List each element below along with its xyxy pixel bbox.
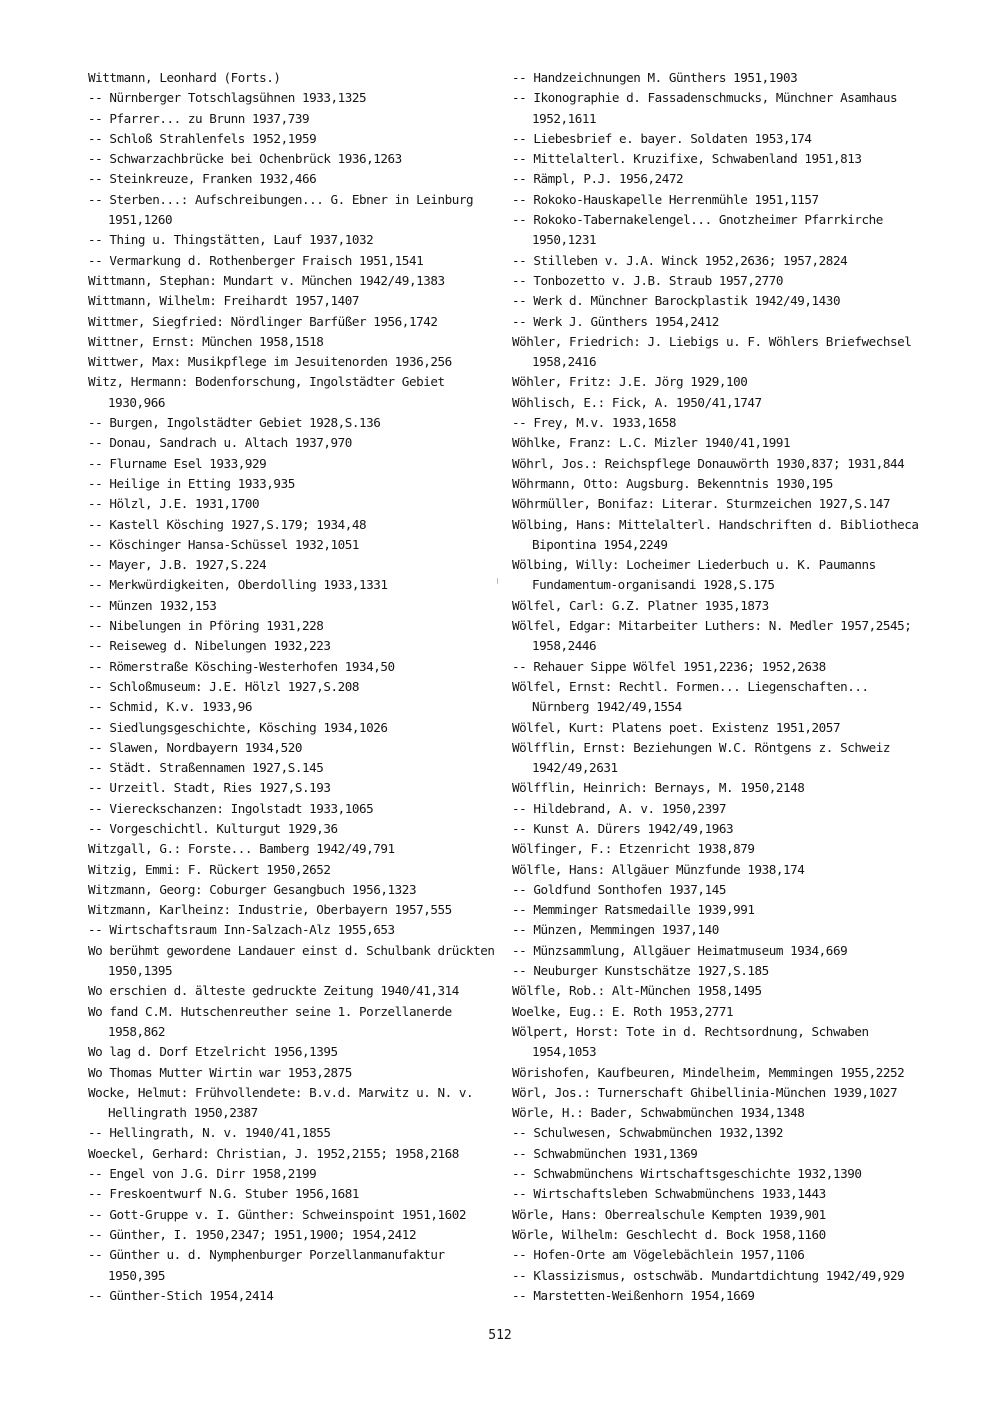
index-entry: Wöhrmüller, Bonifaz: Literar. Sturmzeichen 1927,S.147 bbox=[512, 496, 891, 512]
index-entry: -- Sterben...: Aufschreibungen... G. Ebner in Leinburg 1951,1260 bbox=[88, 191, 474, 228]
index-entry: -- Günther, I. 1950,2347; 1951,1900; 1954,2412 bbox=[88, 1226, 417, 1242]
index-entry: Witz, Hermann: Bodenforschung, Ingolstädter Gebiet 1930,966 bbox=[88, 374, 445, 410]
index-entry: -- Freskoentwurf N.G. Stuber 1956,1681 bbox=[88, 1186, 360, 1202]
index-entry: Wo berühmt gewordene Landauer einst d. Schulbank drückten 1950,1395 bbox=[88, 942, 495, 979]
index-entry: -- Münzen 1932,153 bbox=[88, 597, 217, 613]
index-entry: -- Römerstraße Kösching-Westerhofen 1934,50 bbox=[88, 658, 395, 674]
index-entry: Wölpert, Horst: Tote in d. Rechtsordnung, Schwaben 1954,1053 bbox=[512, 1023, 869, 1060]
index-entry: -- Slawen, Nordbayern 1934,520 bbox=[88, 739, 302, 755]
index-entry: -- Münzsammlung, Allgäuer Heimatmuseum 1934,669 bbox=[512, 942, 848, 958]
index-entry: Wöhlisch, E.: Fick, A. 1950/41,1747 bbox=[512, 394, 762, 410]
index-entry: Wörl, Jos.: Turnerschaft Ghibellinia-München 1939,1027 bbox=[512, 1084, 898, 1100]
index-entry: Wölfflin, Ernst: Beziehungen W.C. Röntgens z. Schweiz 1942/49,2631 bbox=[512, 739, 891, 776]
index-entry: Wöhrl, Jos.: Reichspflege Donauwörth 1930,837; 1931,844 bbox=[512, 455, 905, 471]
index-entry: -- Werk J. Günthers 1954,2412 bbox=[512, 313, 719, 329]
index-entry: -- Schmid, K.v. 1933,96 bbox=[88, 699, 253, 715]
index-entry: -- Hölzl, J.E. 1931,1700 bbox=[88, 496, 260, 512]
index-entry: Wölfel, Ernst: Rechtl. Formen... Liegenschaften... Nürnberg 1942/49,1554 bbox=[512, 678, 869, 715]
index-entry: Wörle, H.: Bader, Schwabmünchen 1934,1348 bbox=[512, 1105, 805, 1121]
index-entry: -- Neuburger Kunstschätze 1927,S.185 bbox=[512, 963, 769, 979]
index-entry: -- Klassizismus, ostschwäb. Mundartdichtung 1942/49,929 bbox=[512, 1267, 905, 1283]
index-entry: -- Goldfund Sonthofen 1937,145 bbox=[512, 881, 726, 897]
index-entry: -- Handzeichnungen M. Günthers 1951,1903 bbox=[512, 70, 798, 85]
index-entry: -- Köschinger Hansa-Schüssel 1932,1051 bbox=[88, 536, 360, 552]
index-entry: Witzmann, Georg: Coburger Gesangbuch 1956,1323 bbox=[88, 881, 417, 897]
index-entry: -- Wirtschaftsleben Schwabmünchens 1933,1443 bbox=[512, 1186, 826, 1202]
index-entry: -- Kastell Kösching 1927,S.179; 1934,48 bbox=[88, 516, 367, 532]
index-entry: -- Schwabmünchen 1931,1369 bbox=[512, 1145, 698, 1161]
index-entry: Wölfel, Kurt: Platens poet. Existenz 1951,2057 bbox=[512, 719, 841, 735]
index-entry: -- Schloßmuseum: J.E. Hölzl 1927,S.208 bbox=[88, 678, 360, 694]
index-entry: -- Steinkreuze, Franken 1932,466 bbox=[88, 171, 317, 187]
index-entry: Wölfle, Hans: Allgäuer Münzfunde 1938,174 bbox=[512, 861, 805, 877]
index-entry: Wölfflin, Heinrich: Bernays, M. 1950,2148 bbox=[512, 780, 805, 796]
index-entry: -- Schwabmünchens Wirtschaftsgeschichte 1932,1390 bbox=[512, 1166, 862, 1182]
index-entry: -- Stilleben v. J.A. Winck 1952,2636; 1957,2824 bbox=[512, 252, 848, 268]
index-entry: Wörle, Wilhelm: Geschlecht d. Bock 1958,1160 bbox=[512, 1226, 826, 1242]
index-entry: -- Rehauer Sippe Wölfel 1951,2236; 1952,2638 bbox=[512, 658, 826, 674]
index-entry: -- Reiseweg d. Nibelungen 1932,223 bbox=[88, 638, 331, 654]
index-entry: -- Vorgeschichtl. Kulturgut 1929,36 bbox=[88, 820, 338, 836]
index-entry: -- Günther-Stich 1954,2414 bbox=[88, 1287, 274, 1303]
index-entry: -- Wirtschaftsraum Inn-Salzach-Alz 1955,653 bbox=[88, 922, 395, 938]
index-entry: Woelke, Eug.: E. Roth 1953,2771 bbox=[512, 1003, 734, 1019]
index-entry: -- Thing u. Thingstätten, Lauf 1937,1032 bbox=[88, 232, 374, 248]
index-entry: -- Engel von J.G. Dirr 1958,2199 bbox=[88, 1166, 317, 1182]
index-entry: -- Merkwürdigkeiten, Oberdolling 1933,1331 bbox=[88, 577, 388, 593]
index-entry: -- Viereckschanzen: Ingolstadt 1933,1065 bbox=[88, 800, 374, 816]
index-entry: -- Hildebrand, A. v. 1950,2397 bbox=[512, 800, 726, 816]
index-entry: -- Vermarkung d. Rothenberger Fraisch 1951,1541 bbox=[88, 252, 424, 268]
index-entry: Wölbing, Hans: Mittelalterl. Handschriften d. Bibliotheca Bipontina 1954,2249 bbox=[512, 516, 919, 552]
index-entry: Witzig, Emmi: F. Rückert 1950,2652 bbox=[88, 861, 331, 877]
index-entry: Wölfel, Carl: G.Z. Platner 1935,1873 bbox=[512, 597, 769, 613]
index-entry: -- Nürnberger Totschlagsühnen 1933,1325 bbox=[88, 90, 367, 106]
index-entry: -- Schulwesen, Schwabmünchen 1932,1392 bbox=[512, 1125, 784, 1141]
right-index-column bbox=[512, 68, 922, 1306]
index-entry: Wöhlke, Franz: L.C. Mizler 1940/41,1991 bbox=[512, 435, 791, 451]
index-entry: -- Schloß Strahlenfels 1952,1959 bbox=[88, 130, 317, 146]
index-entry: Wo lag d. Dorf Etzelricht 1956,1395 bbox=[88, 1044, 338, 1060]
index-entry: -- Mayer, J.B. 1927,S.224 bbox=[88, 557, 267, 573]
page-number: 512 bbox=[488, 1328, 512, 1343]
index-entry: Wittmann, Stephan: Mundart v. München 1942/49,1383 bbox=[88, 272, 445, 288]
index-entry: -- Rämpl, P.J. 1956,2472 bbox=[512, 171, 684, 187]
index-entry: -- Urzeitl. Stadt, Ries 1927,S.193 bbox=[88, 780, 331, 796]
index-entry: Wittmann, Wilhelm: Freihardt 1957,1407 bbox=[88, 293, 360, 309]
index-entry: -- Rokoko-Tabernakelengel... Gnotzheimer Pfarrkirche 1950,1231 bbox=[512, 212, 883, 248]
index-entry: -- Hofen-Orte am Vögelebächlein 1957,1106 bbox=[512, 1247, 805, 1263]
index-entry: -- Pfarrer... zu Brunn 1937,739 bbox=[88, 110, 310, 126]
index-entry: -- Schwarzachbrücke bei Ochenbrück 1936,1263 bbox=[88, 151, 402, 167]
index-entry: -- Siedlungsgeschichte, Kösching 1934,1026 bbox=[88, 719, 388, 735]
index-entry: -- Frey, M.v. 1933,1658 bbox=[512, 415, 677, 431]
index-entry: Wittmann, Leonhard (Forts.) bbox=[88, 70, 281, 85]
index-entry: Woeckel, Gerhard: Christian, J. 1952,2155; 1958,2168 bbox=[88, 1145, 459, 1161]
index-entry: -- Mittelalterl. Kruzifixe, Schwabenland 1951,813 bbox=[512, 151, 862, 167]
left-index-column bbox=[88, 68, 498, 1306]
index-entry: Wo fand C.M. Hutschenreuther seine 1. Porzellanerde 1958,862 bbox=[88, 1003, 452, 1039]
index-entry: -- Flurname Esel 1933,929 bbox=[88, 455, 267, 471]
index-entry: -- Tonbozetto v. J.B. Straub 1957,2770 bbox=[512, 272, 784, 288]
index-entry: -- Rokoko-Hauskapelle Herrenmühle 1951,1157 bbox=[512, 191, 819, 207]
index-entry: -- Nibelungen in Pföring 1931,228 bbox=[88, 618, 324, 634]
index-entry: -- Burgen, Ingolstädter Gebiet 1928,S.136 bbox=[88, 415, 381, 431]
index-entry: Wittwer, Max: Musikpflege im Jesuitenorden 1936,256 bbox=[88, 354, 452, 370]
index-entry: -- Münzen, Memmingen 1937,140 bbox=[512, 922, 719, 938]
index-entry: -- Kunst A. Dürers 1942/49,1963 bbox=[512, 820, 734, 836]
index-entry: -- Gott-Gruppe v. I. Günther: Schweinspoint 1951,1602 bbox=[88, 1206, 467, 1222]
index-entry: -- Heilige in Etting 1933,935 bbox=[88, 475, 295, 491]
index-entry: Wörishofen, Kaufbeuren, Mindelheim, Memmingen 1955,2252 bbox=[512, 1064, 905, 1080]
index-entry: -- Günther u. d. Nymphenburger Porzellanmanufaktur 1950,395 bbox=[88, 1247, 445, 1283]
index-entry: Wöhler, Fritz: J.E. Jörg 1929,100 bbox=[512, 374, 748, 390]
index-entry: -- Marstetten-Weißenhorn 1954,1669 bbox=[512, 1287, 755, 1303]
index-entry: Wittner, Ernst: München 1958,1518 bbox=[88, 333, 324, 349]
index-entry: Witzgall, G.: Forste... Bamberg 1942/49,791 bbox=[88, 841, 395, 857]
index-entry: Wölfle, Rob.: Alt-München 1958,1495 bbox=[512, 983, 762, 999]
index-entry: Wocke, Helmut: Frühvollendete: B.v.d. Marwitz u. N. v. Hellingrath 1950,2387 bbox=[88, 1084, 474, 1121]
index-entry: Wöhrmann, Otto: Augsburg. Bekenntnis 1930,195 bbox=[512, 475, 833, 491]
index-entry: Wittmer, Siegfried: Nördlinger Barfüßer 1956,1742 bbox=[88, 313, 438, 329]
index-entry: Wo erschien d. älteste gedruckte Zeitung 1940/41,314 bbox=[88, 983, 459, 999]
index-entry: Wölfinger, F.: Etzenricht 1938,879 bbox=[512, 841, 755, 857]
index-entry: Witzmann, Karlheinz: Industrie, Oberbayern 1957,555 bbox=[88, 902, 452, 918]
index-entry: -- Ikonographie d. Fassadenschmucks, Münchner Asamhaus 1952,1611 bbox=[512, 90, 898, 126]
index-entry: -- Liebesbrief e. bayer. Soldaten 1953,174 bbox=[512, 130, 812, 146]
index-entry: -- Werk d. Münchner Barockplastik 1942/49,1430 bbox=[512, 293, 841, 309]
column-divider-mark bbox=[497, 578, 498, 584]
index-entry: -- Donau, Sandrach u. Altach 1937,970 bbox=[88, 435, 352, 451]
index-entry: -- Hellingrath, N. v. 1940/41,1855 bbox=[88, 1125, 331, 1141]
index-entry: Wörle, Hans: Oberrealschule Kempten 1939,901 bbox=[512, 1206, 826, 1222]
index-entry: Wo Thomas Mutter Wirtin war 1953,2875 bbox=[88, 1064, 352, 1080]
index-entry: Wölfel, Edgar: Mitarbeiter Luthers: N. Medler 1957,2545; 1958,2446 bbox=[512, 618, 912, 654]
index-entry: Wölbing, Willy: Locheimer Liederbuch u. K. Paumanns Fundamentum-organisandi 1928,S.175 bbox=[512, 557, 876, 593]
index-entry: -- Memminger Ratsmedaille 1939,991 bbox=[512, 902, 755, 918]
index-entry: -- Städt. Straßennamen 1927,S.145 bbox=[88, 760, 324, 776]
index-entry: Wöhler, Friedrich: J. Liebigs u. F. Wöhlers Briefwechsel 1958,2416 bbox=[512, 333, 912, 370]
